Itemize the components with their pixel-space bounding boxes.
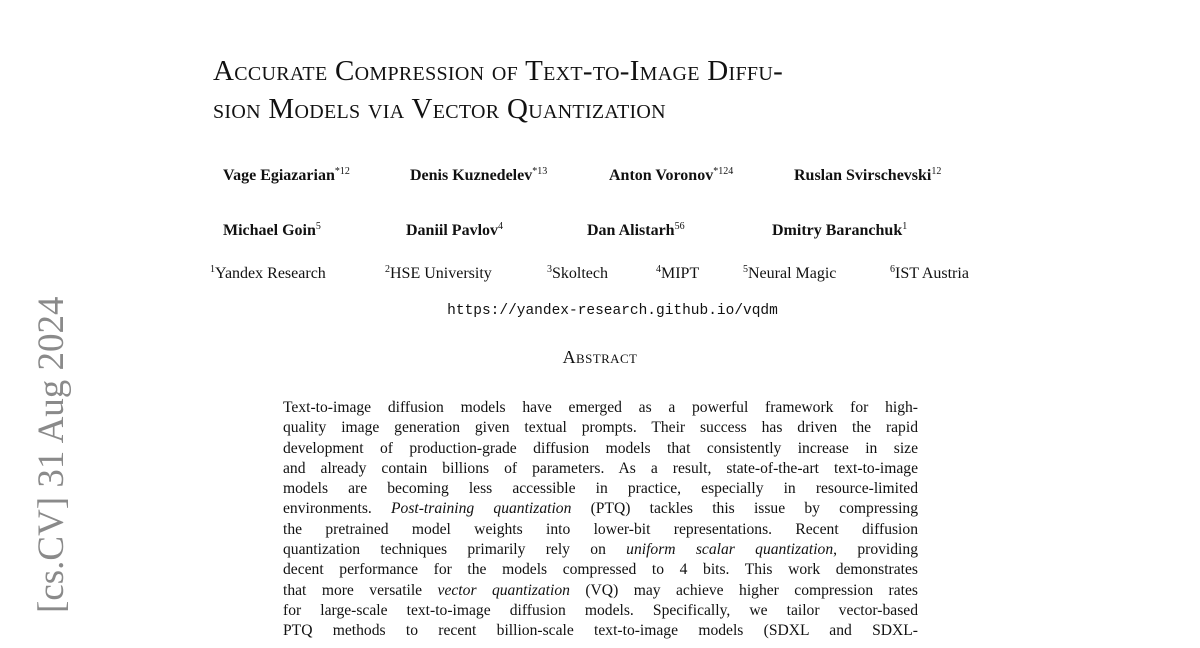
affiliation: $^5$Neural Magic [743, 264, 837, 282]
arxiv-stamp-text: [cs.CV] 31 Aug 2024 [31, 296, 72, 613]
abstract-body [283, 398, 918, 642]
abstract-line: quality image generation given textual prompts. Their success has driven the rapid [283, 419, 918, 437]
abstract-line: and already contain billions of parameters. As a result, state-of-the-art text-to-image [283, 459, 918, 477]
abstract-line: environments. Post-training quantization (PTQ) tackles this issue by compressing [283, 500, 918, 518]
affiliation: $^2$HSE University [385, 264, 492, 282]
author: Denis Kuznedelev$^{*13}$ [410, 166, 548, 184]
author: Michael Goin$^5$ [223, 221, 321, 239]
author: Daniil Pavlov$^4$ [406, 221, 504, 239]
author: Dan Alistarh$^{56}$ [587, 221, 685, 239]
abstract-line: models are becoming less accessible in practice, especially in resource-limited [283, 480, 918, 498]
author: Ruslan Svirschevski$^{12}$ [794, 166, 942, 184]
affiliation: $^1$Yandex Research [210, 264, 326, 282]
emphasis-uniform-scalar: uniform scalar quantization [626, 541, 834, 559]
abstract-line: for large-scale text-to-image diffusion models. Specifically, we tailor vector-based [283, 601, 918, 619]
abstract-line: quantization techniques primarily rely on uniform scalar quantization, providing [283, 541, 918, 559]
affiliation: $^6$IST Austria [890, 264, 969, 282]
paper-title [213, 52, 1013, 128]
abstract-line: decent performance for the models compressed to 4 bits. This work demonstrates [283, 561, 918, 579]
paper-title-line-1: Accurate Compression of Text-to-Image Diffu- [213, 55, 784, 87]
author: Anton Voronov$^{*124}$ [609, 166, 734, 184]
abstract-line: PTQ methods to recent billion-scale text-to-image models (SDXL and SDXL- [283, 622, 918, 640]
emphasis-ptq: Post-training quantization [391, 500, 572, 518]
abstract-line: the pretrained model weights into lower-bit representations. Recent diffusion [283, 520, 918, 538]
abstract-heading: Abstract [562, 347, 638, 367]
affiliation: $^3$Skoltech [547, 264, 608, 282]
emphasis-vector-quantization: vector quantization [437, 581, 570, 599]
abstract-line: that more versatile vector quantization (VQ) may achieve higher compression rates [283, 581, 918, 599]
abstract-line: development of production-grade diffusion models that consistently increase in size [283, 439, 918, 457]
author: Dmitry Baranchuk$^1$ [772, 221, 908, 239]
author: Vage Egiazarian$^{*12}$ [223, 166, 350, 184]
abstract-line: Text-to-image diffusion models have emerged as a powerful framework for high- [283, 399, 918, 416]
paper-title-line-2: sion Models via Vector Quantization [213, 93, 666, 125]
affiliation: $^4$MIPT [656, 264, 700, 282]
project-url[interactable]: https://yandex-research.github.io/vqdm [447, 303, 778, 319]
